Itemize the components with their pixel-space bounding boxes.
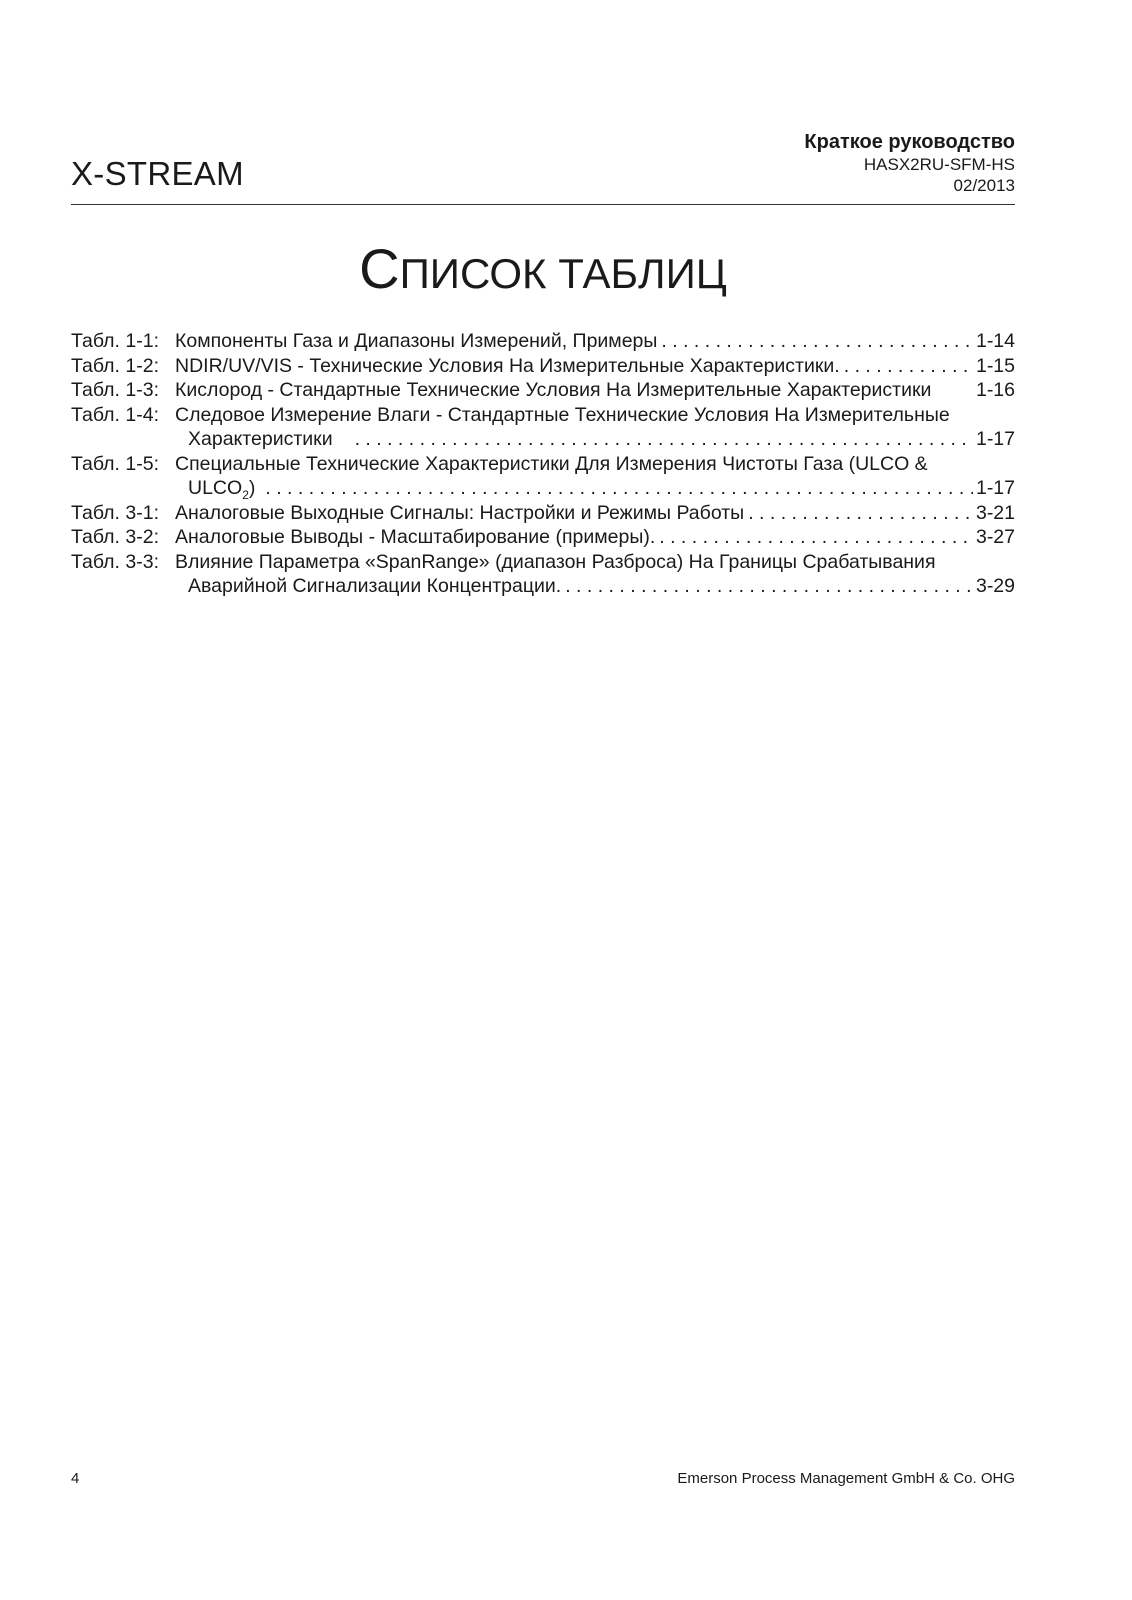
toc-entry-number: Табл. 3-1: — [71, 501, 159, 524]
document-title: Краткое руководство — [804, 131, 1015, 153]
toc-entry-title: Кислород - Стандартные Технические Условия На Измерительные Характеристики — [175, 379, 932, 401]
toc-entry-title: Аналоговые Выходные Сигналы: Настройки и Режимы Работы — [175, 501, 745, 524]
toc-entry-number: Табл. 1-5: — [71, 452, 159, 475]
table-of-tables — [71, 329, 1015, 599]
toc-entry-page: 3-29 — [975, 575, 1015, 597]
toc-entry-page: 1-14 — [975, 330, 1015, 352]
document-code: HASX2RU-SFM-HS — [863, 155, 1015, 174]
toc-leader-dots — [659, 525, 973, 550]
toc-entry-page: 3-27 — [975, 526, 1015, 548]
toc-entry[interactable] — [71, 329, 1015, 354]
toc-entry-number: Табл. 1-3: — [71, 379, 159, 401]
toc-entry-page: 3-21 — [975, 501, 1015, 524]
toc-entry-title: Специальные Технические Характеристики Для Измерения Чистоты Газа (ULCO & — [175, 452, 928, 475]
toc-entry-title: Компоненты Газа и Диапазоны Измерений, Примеры — [175, 330, 658, 352]
toc-entry-title: Следовое Измерение Влаги - Стандартные Технические Условия На Измерительные — [175, 403, 950, 426]
header-rule — [71, 204, 1015, 205]
toc-entry-page: 1-17 — [975, 428, 1015, 450]
toc-entry[interactable] — [71, 354, 1015, 379]
footer-company: Emerson Process Management GmbH & Co. OHG — [677, 1470, 1015, 1487]
toc-entry[interactable] — [71, 403, 1015, 452]
page-title-rest: ПИСОК — [399, 250, 547, 297]
toc-entry-title-continued: Аварийной Сигнализации Концентрации. — [188, 575, 562, 597]
toc-entry-page: 1-17 — [975, 477, 1015, 499]
toc-entry-title: Аналоговые Выводы - Масштабирование (примеры). — [175, 526, 656, 548]
toc-leader-dots — [565, 574, 973, 599]
toc-entry-number: Табл. 3-2: — [71, 526, 159, 548]
toc-entry-number: Табл. 1-2: — [71, 354, 159, 377]
toc-entry-page: 1-16 — [975, 379, 1015, 401]
toc-entry[interactable] — [71, 550, 1015, 599]
product-name: X-STREAM — [71, 155, 244, 192]
toc-entry-title-continued: $ULCO_2$) — [188, 477, 256, 502]
toc-entry-title: Влияние Параметра «SpanRange» (диапазон Разброса) На Границы Срабатывания — [175, 550, 936, 573]
toc-leader-dots — [661, 329, 973, 354]
page-title-first-letter: С — [359, 237, 400, 300]
toc-leader-dots — [844, 354, 973, 379]
toc-entry-page: 1-15 — [975, 354, 1015, 377]
toc-entry-title-continued: Характеристики — [188, 428, 333, 450]
toc-entry-number: Табл. 3-3: — [71, 550, 159, 573]
document-date: 02/2013 — [953, 176, 1015, 195]
toc-entry[interactable] — [71, 452, 1015, 501]
toc-entry-number: Табл. 1-1: — [71, 330, 159, 352]
toc-leader-dots — [355, 427, 973, 452]
toc-entry-title: NDIR/UV/VIS - Технические Условия На Измерительные Характеристики. — [175, 354, 840, 377]
toc-leader-dots — [748, 501, 973, 526]
document-info — [804, 130, 1015, 196]
footer-page-number: 4 — [71, 1470, 80, 1487]
toc-entry-number: Табл. 1-4: — [71, 403, 159, 426]
page-title — [71, 236, 1015, 307]
toc-entry[interactable] — [71, 525, 1015, 550]
toc-entry[interactable] — [71, 378, 1015, 403]
toc-leader-dots — [265, 476, 973, 501]
page-title-second-word: ТАБЛИЦ — [558, 250, 727, 297]
toc-entry[interactable] — [71, 501, 1015, 526]
